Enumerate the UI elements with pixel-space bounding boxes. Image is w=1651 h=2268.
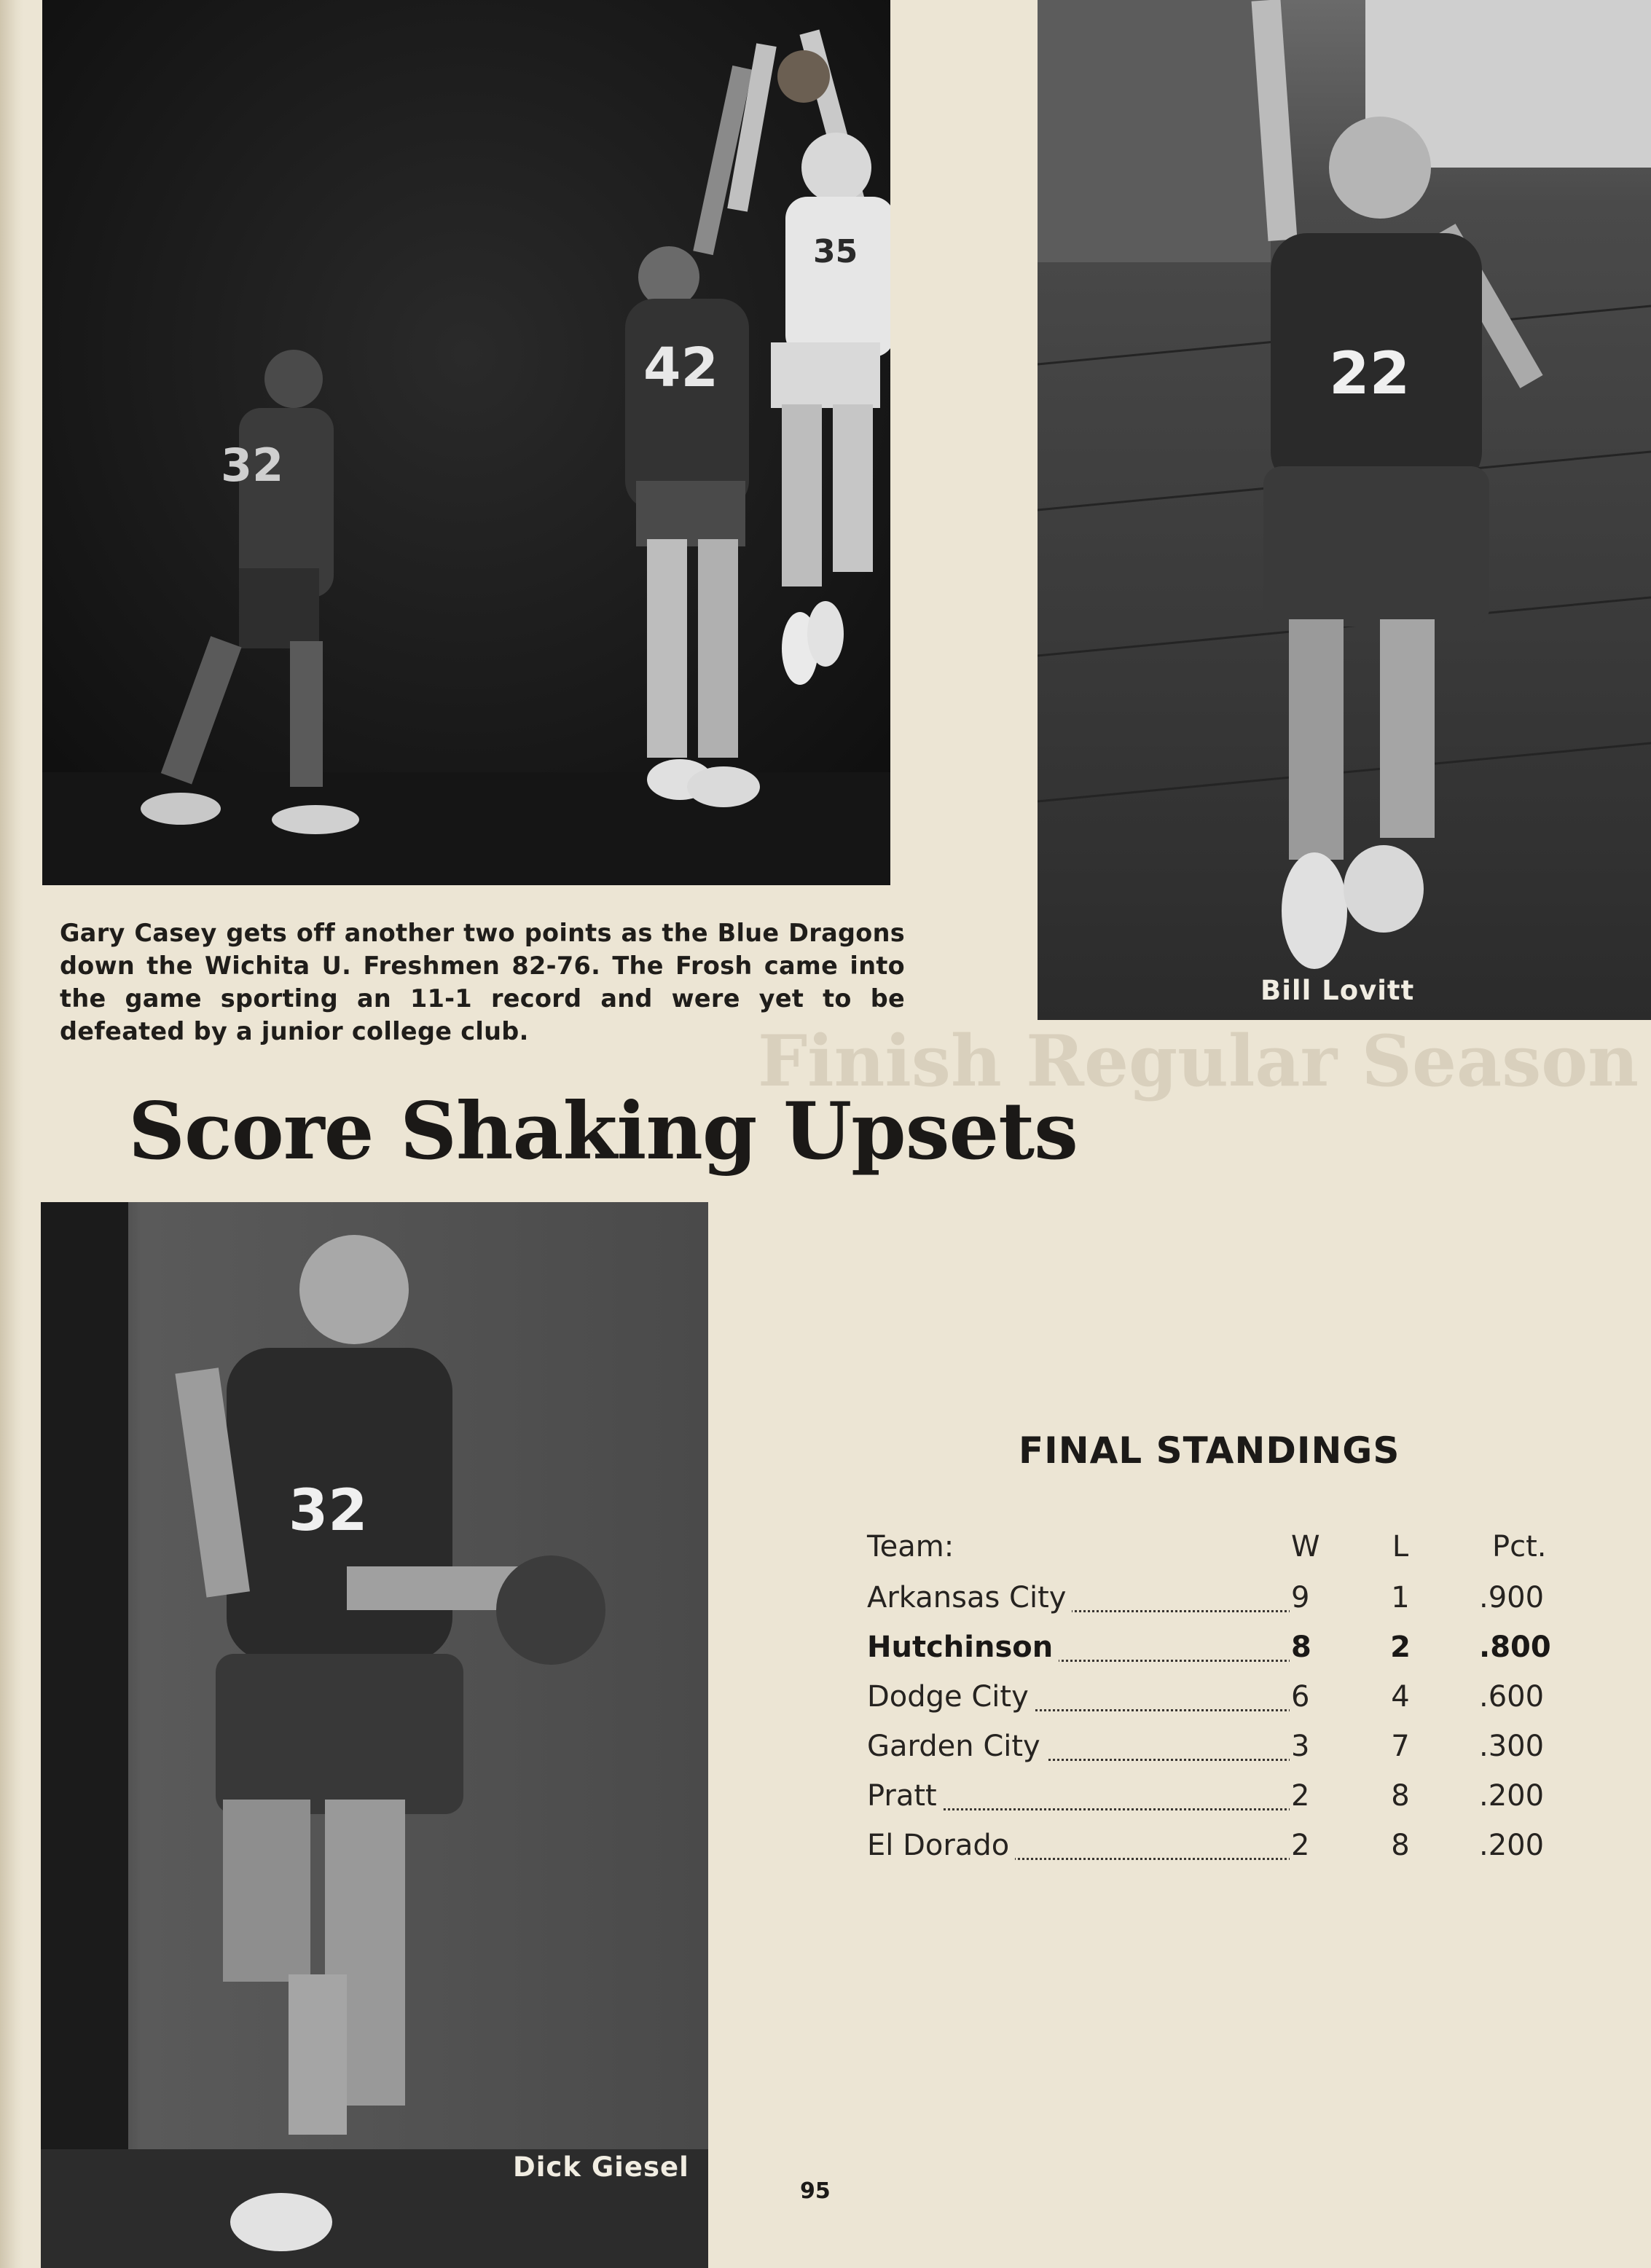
losses: 7 — [1391, 1730, 1410, 1763]
jersey-number-32: 32 — [221, 439, 284, 492]
wins: 2 — [1290, 1779, 1328, 1813]
losses: 1 — [1391, 1581, 1410, 1614]
wins: 8 — [1290, 1631, 1328, 1664]
table-row — [867, 1581, 1596, 1625]
header-w: W — [1291, 1530, 1320, 1563]
jersey-number-35: 35 — [813, 233, 858, 270]
header-l: L — [1392, 1530, 1409, 1563]
team-name: Dodge City — [867, 1680, 1035, 1714]
percentage: .600 — [1479, 1680, 1545, 1714]
table-row — [867, 1631, 1596, 1674]
jersey-number-42: 42 — [643, 337, 718, 399]
team-name: Garden City — [867, 1730, 1046, 1763]
percentage: .800 — [1479, 1631, 1551, 1664]
label-bill-lovitt: Bill Lovitt — [1260, 975, 1415, 1006]
page-headline: Score Shaking Upsets — [128, 1086, 1078, 1177]
header-pct: Pct. — [1492, 1530, 1547, 1563]
percentage: .200 — [1479, 1779, 1545, 1813]
label-dick-giesel: Dick Giesel — [513, 2151, 689, 2183]
jersey-number-32: 32 — [289, 1478, 368, 1544]
table-row — [867, 1680, 1596, 1724]
show-through-text: Finish Regular Season — [758, 1020, 1639, 1102]
photo-caption: Gary Casey gets off another two points as the Blue Dragons down the Wichita U. Freshmen 82-76. The Frosh came into the game sporting an 11-1 record and were yet to be defeated by a junior college club. — [60, 919, 905, 1045]
percentage: .200 — [1479, 1829, 1545, 1862]
wins: 2 — [1290, 1829, 1328, 1862]
standings-title: FINAL STANDINGS — [1019, 1429, 1400, 1472]
losses: 8 — [1391, 1779, 1410, 1813]
table-row — [867, 1829, 1596, 1872]
losses: 4 — [1391, 1680, 1410, 1714]
team-name: Hutchinson — [867, 1631, 1059, 1664]
page-gutter — [0, 0, 23, 2268]
losses: 8 — [1391, 1829, 1410, 1862]
losses: 2 — [1390, 1631, 1411, 1664]
standings-header-row — [867, 1530, 1596, 1570]
photo-dick-giesel — [41, 1202, 708, 2268]
header-team: Team: — [867, 1530, 960, 1563]
wins: 6 — [1290, 1680, 1328, 1714]
percentage: .300 — [1479, 1730, 1545, 1763]
percentage: .900 — [1479, 1581, 1545, 1614]
team-name: Arkansas City — [867, 1581, 1072, 1614]
table-row — [867, 1730, 1596, 1773]
wins: 3 — [1290, 1730, 1328, 1763]
photo-bill-lovitt — [1038, 0, 1651, 1020]
wins: 9 — [1290, 1581, 1328, 1614]
jersey-number-22: 22 — [1329, 340, 1411, 407]
team-name: Pratt — [867, 1779, 943, 1813]
page-number: 95 — [800, 2178, 831, 2204]
table-row — [867, 1779, 1596, 1823]
team-name: El Dorado — [867, 1829, 1015, 1862]
photo-jump-shot — [42, 0, 890, 885]
